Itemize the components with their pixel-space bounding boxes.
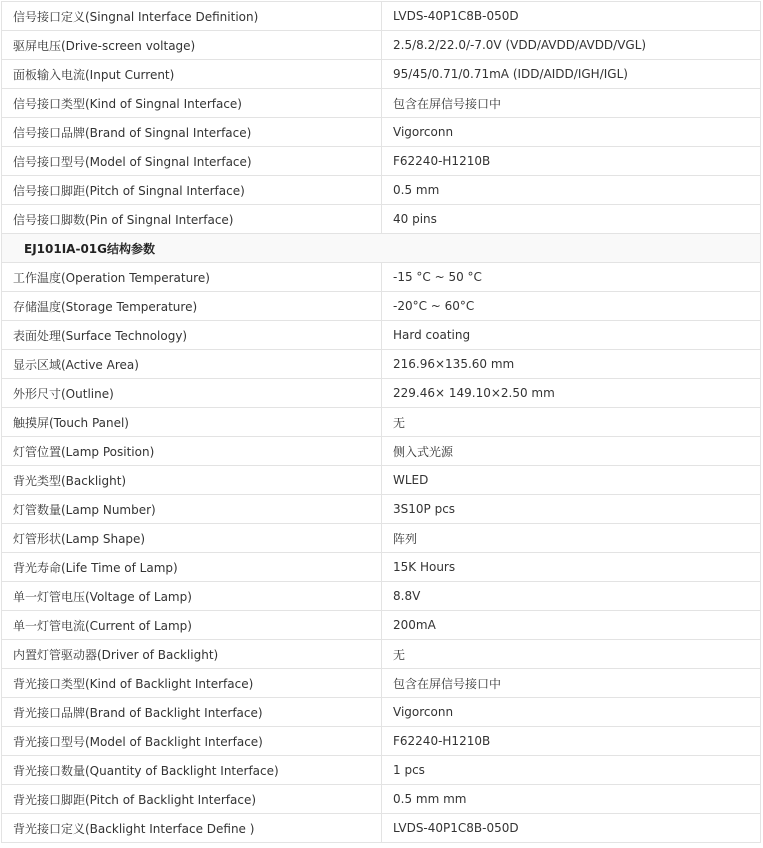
- spec-value: 0.5 mm mm: [382, 785, 761, 814]
- spec-label: 信号接口定义(Singnal Interface Definition): [2, 2, 382, 31]
- table-row: [2, 466, 761, 495]
- spec-value: 3S10P pcs: [382, 495, 761, 524]
- table-row: [2, 553, 761, 582]
- table-row: [2, 118, 761, 147]
- spec-label: 背光接口类型(Kind of Backlight Interface): [2, 669, 382, 698]
- spec-value: 无: [382, 640, 761, 669]
- spec-value: LVDS-40P1C8B-050D: [382, 814, 761, 843]
- table-row: [2, 205, 761, 234]
- spec-value: -15 °C ~ 50 °C: [382, 263, 761, 292]
- spec-value: -20°C ~ 60°C: [382, 292, 761, 321]
- spec-label: 内置灯管驱动器(Driver of Backlight): [2, 640, 382, 669]
- spec-value: Vigorconn: [382, 698, 761, 727]
- spec-value: WLED: [382, 466, 761, 495]
- spec-value: 侧入式光源: [382, 437, 761, 466]
- table-row: [2, 495, 761, 524]
- spec-label: 灯管数量(Lamp Number): [2, 495, 382, 524]
- spec-value: 229.46× 149.10×2.50 mm: [382, 379, 761, 408]
- spec-value: 15K Hours: [382, 553, 761, 582]
- spec-value: 包含在屏信号接口中: [382, 669, 761, 698]
- spec-value: LVDS-40P1C8B-050D: [382, 2, 761, 31]
- spec-table-body: [2, 2, 761, 843]
- spec-label: 背光类型(Backlight): [2, 466, 382, 495]
- table-row: [2, 640, 761, 669]
- spec-value: 1 pcs: [382, 756, 761, 785]
- spec-value: 包含在屏信号接口中: [382, 89, 761, 118]
- spec-label: 存储温度(Storage Temperature): [2, 292, 382, 321]
- spec-label: 表面处理(Surface Technology): [2, 321, 382, 350]
- table-row: [2, 176, 761, 205]
- spec-label: 单一灯管电流(Current of Lamp): [2, 611, 382, 640]
- spec-value: 0.5 mm: [382, 176, 761, 205]
- spec-value: Hard coating: [382, 321, 761, 350]
- spec-label: 背光接口数量(Quantity of Backlight Interface): [2, 756, 382, 785]
- spec-label: 触摸屏(Touch Panel): [2, 408, 382, 437]
- spec-value: 200mA: [382, 611, 761, 640]
- spec-label: 背光接口定义(Backlight Interface Define ): [2, 814, 382, 843]
- table-row: [2, 408, 761, 437]
- spec-label: 驱屏电压(Drive-screen voltage): [2, 31, 382, 60]
- spec-label: 背光接口品牌(Brand of Backlight Interface): [2, 698, 382, 727]
- table-row: [2, 379, 761, 408]
- spec-label: 信号接口型号(Model of Singnal Interface): [2, 147, 382, 176]
- table-row: [2, 524, 761, 553]
- section-header-row: [2, 234, 761, 263]
- table-row: [2, 437, 761, 466]
- spec-table: [1, 1, 761, 843]
- spec-value: 2.5/8.2/22.0/-7.0V (VDD/AVDD/AVDD/VGL): [382, 31, 761, 60]
- table-row: [2, 60, 761, 89]
- table-row: [2, 321, 761, 350]
- table-row: [2, 2, 761, 31]
- table-row: [2, 756, 761, 785]
- table-row: [2, 611, 761, 640]
- spec-label: 显示区域(Active Area): [2, 350, 382, 379]
- spec-label: 灯管位置(Lamp Position): [2, 437, 382, 466]
- spec-value: 216.96×135.60 mm: [382, 350, 761, 379]
- spec-value: 40 pins: [382, 205, 761, 234]
- spec-label: 单一灯管电压(Voltage of Lamp): [2, 582, 382, 611]
- table-row: [2, 31, 761, 60]
- table-row: [2, 292, 761, 321]
- table-row: [2, 669, 761, 698]
- spec-label: 外形尺寸(Outline): [2, 379, 382, 408]
- table-row: [2, 698, 761, 727]
- spec-label: 信号接口脚距(Pitch of Singnal Interface): [2, 176, 382, 205]
- spec-value: 无: [382, 408, 761, 437]
- spec-label: 信号接口类型(Kind of Singnal Interface): [2, 89, 382, 118]
- spec-label: 背光接口型号(Model of Backlight Interface): [2, 727, 382, 756]
- section-title: EJ101IA-01G结构参数: [2, 234, 761, 263]
- table-row: [2, 350, 761, 379]
- table-row: [2, 263, 761, 292]
- spec-label: 背光寿命(Life Time of Lamp): [2, 553, 382, 582]
- table-row: [2, 89, 761, 118]
- table-row: [2, 147, 761, 176]
- spec-value: Vigorconn: [382, 118, 761, 147]
- spec-value: F62240-H1210B: [382, 147, 761, 176]
- spec-value: 阵列: [382, 524, 761, 553]
- table-row: [2, 582, 761, 611]
- spec-label: 信号接口脚数(Pin of Singnal Interface): [2, 205, 382, 234]
- spec-label: 面板输入电流(Input Current): [2, 60, 382, 89]
- spec-value: 95/45/0.71/0.71mA (IDD/AIDD/IGH/IGL): [382, 60, 761, 89]
- table-row: [2, 814, 761, 843]
- table-row: [2, 727, 761, 756]
- spec-value: 8.8V: [382, 582, 761, 611]
- spec-label: 灯管形状(Lamp Shape): [2, 524, 382, 553]
- table-row: [2, 785, 761, 814]
- spec-label: 信号接口品牌(Brand of Singnal Interface): [2, 118, 382, 147]
- spec-label: 工作温度(Operation Temperature): [2, 263, 382, 292]
- spec-value: F62240-H1210B: [382, 727, 761, 756]
- spec-label: 背光接口脚距(Pitch of Backlight Interface): [2, 785, 382, 814]
